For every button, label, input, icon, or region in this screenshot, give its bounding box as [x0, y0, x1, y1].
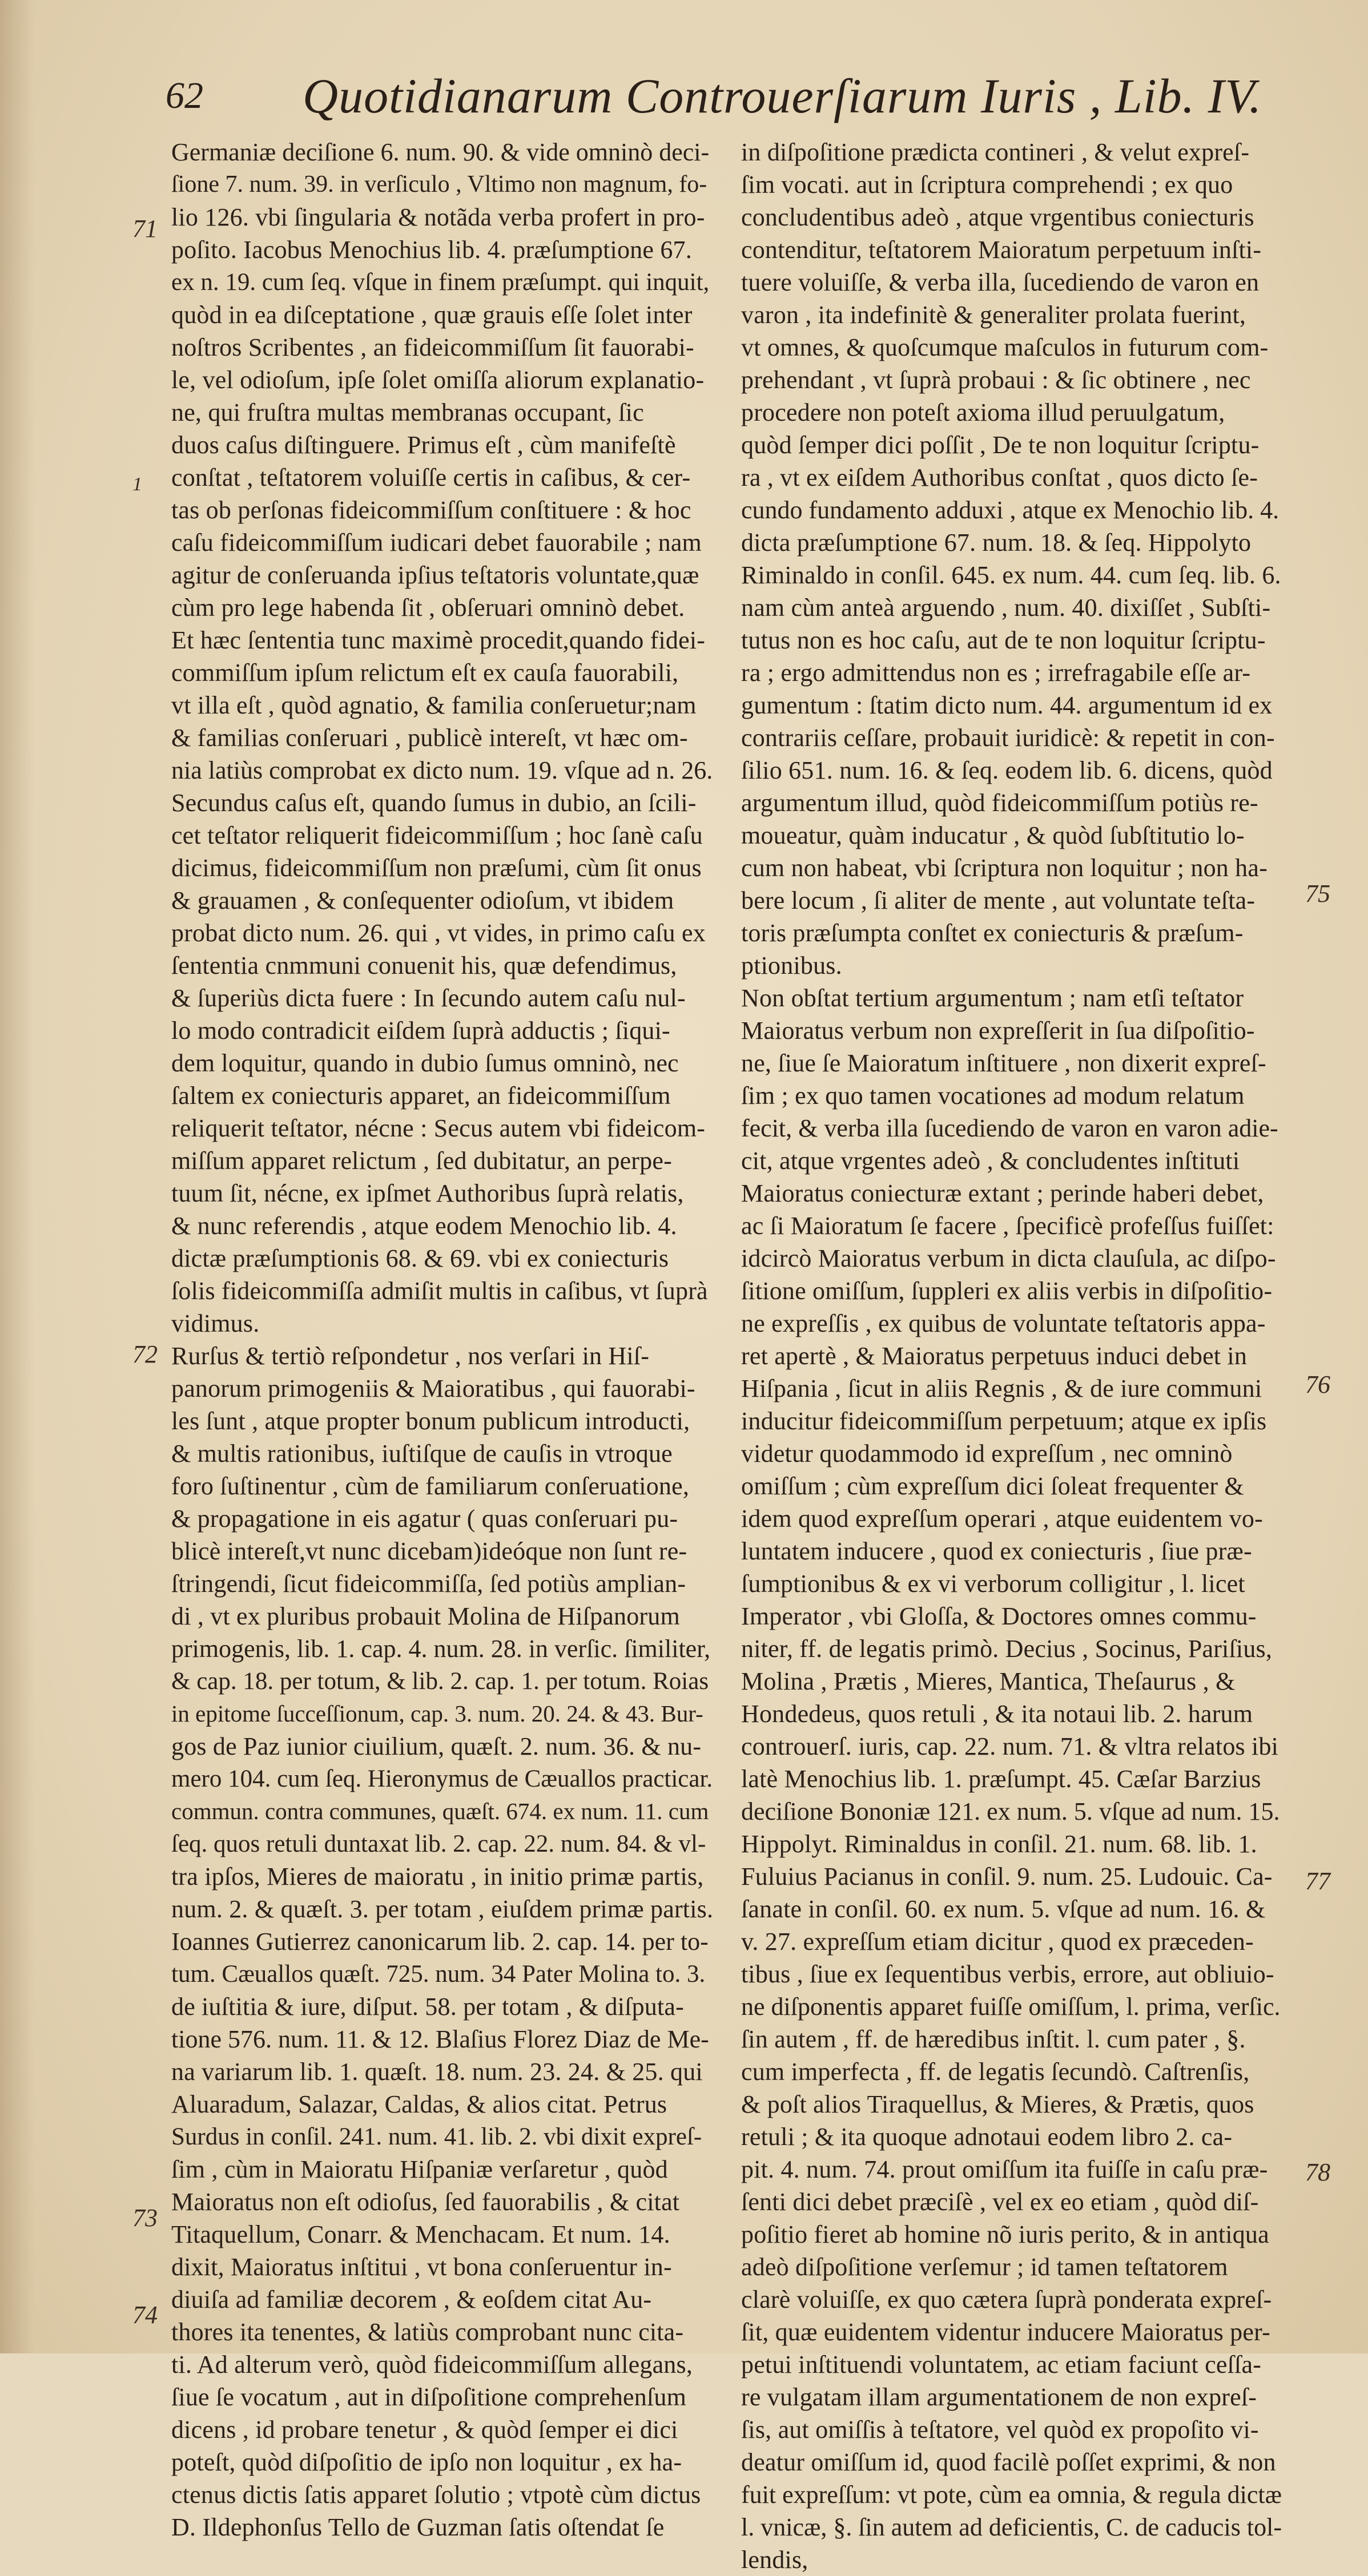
text-line: ſim ; ex quo tamen vocationes ad modum relatum	[741, 1082, 1245, 1110]
text-line: tibus , ſiue ex ſequentibus verbis, errore, aut obliuio-	[741, 1960, 1274, 1988]
text-line: reliquerit teſtator, nécne : Secus autem vbi fideicom-	[171, 1114, 706, 1142]
text-line: cet teſtator reliquerit fideicommiſſum ; hoc ſanè caſu	[171, 821, 703, 849]
text-line: dixit, Maioratus inſtitui , vt bona conſeruentur in-	[171, 2253, 672, 2281]
text-line: prehendant , vt ſuprà probaui : & ſic obtinere , nec	[741, 366, 1251, 394]
text-line: lendis,	[741, 2546, 808, 2574]
text-line: D. Ildephonſus Tello de Guzman ſatis oſtendat ſe	[171, 2513, 665, 2541]
text-line: luntatem inducere , quod ex coniecturis , ſiue præ-	[741, 1537, 1252, 1565]
text-line: re vulgatam illam argumentationem de non expreſ-	[741, 2383, 1257, 2411]
text-line: Titaquellum, Conarr. & Menchacam. Et num. 14.	[171, 2220, 670, 2248]
text-line: de iuſtitia & iure, diſput. 58. per totam , & diſputa-	[171, 1993, 684, 2021]
text-line: bere locum , ſi aliter de mente , aut voluntate teſta-	[741, 886, 1256, 914]
text-line: nam cùm anteà arguendo , num. 40. dixiſſet , Subſti-	[741, 594, 1271, 622]
text-line: tra ipſos, Mieres de maioratu , in initio primæ partis,	[171, 1863, 704, 1890]
text-line: ne, qui fruſtra multas membranas occupant, ſic	[171, 398, 644, 426]
text-line: ſolis fideicommiſſa admiſit multis in caſibus, vt ſuprà	[171, 1277, 708, 1305]
text-line: adeò diſpoſitione verſemur ; id tamen teſtatorem	[741, 2253, 1228, 2281]
text-line: inducitur fideicommiſſum perpetuum; atque ex ipſis	[741, 1407, 1267, 1435]
margin-number: 73	[132, 2204, 158, 2232]
text-line: & propagatione in eis agatur ( quas conſeruari pu-	[171, 1505, 678, 1533]
text-line: ſtringendi, ſicut fideicommiſſa, ſed potiùs amplian-	[171, 1570, 686, 1598]
text-line: ctenus dictis ſatis apparet ſolutio ; vtpotè cùm dictus	[171, 2481, 701, 2509]
text-line: poteſt, quòd diſpoſitio de ipſo non loquitur , ex ha-	[171, 2448, 682, 2476]
text-line: Hippolyt. Riminaldus in conſil. 21. num. 68. lib. 1.	[741, 1830, 1257, 1858]
text-line: agitur de conſeruanda ipſius teſtatoris voluntate,quæ	[171, 561, 699, 589]
text-line: dicimus, fideicommiſſum non præſumi, cùm ſit onus	[171, 854, 702, 882]
text-line: ſumptionibus & ex vi verborum colligitur , l. licet	[741, 1570, 1245, 1598]
text-line: ſilio 651. num. 16. & ſeq. eodem lib. 6. dicens, quòd	[741, 756, 1273, 784]
text-line: primogenis, lib. 1. cap. 4. num. 28. in verſic. ſimiliter,	[171, 1635, 711, 1663]
margin-number: 78	[1305, 2158, 1330, 2186]
margin-number: 77	[1305, 1867, 1330, 1895]
text-line: Rurſus & tertiò reſpondetur , nos verſari in Hiſ-	[171, 1342, 650, 1370]
text-line: tas ob perſonas fideicommiſſum conſtituere : & hoc	[171, 496, 691, 524]
text-line: Hondedeus, quos retuli , & ita notaui lib. 2. harum	[741, 1700, 1253, 1728]
text-line: vt illa eſt , quòd agnatio, & familia conſeruetur;nam	[171, 691, 697, 719]
text-line: ſitione omiſſum, ſuppleri ex aliis verbis in diſpoſitio-	[741, 1277, 1273, 1305]
text-line: Molina , Prætis , Mieres, Mantica, Theſaurus , &	[741, 1667, 1236, 1695]
text-line: tutus non es hoc caſu, aut de te non loquitur ſcriptu-	[741, 626, 1266, 654]
text-line: idem quod expreſſum operari , atque euidentem vo-	[741, 1505, 1263, 1533]
text-line: argumentum illud, quòd fideicommiſſum potiùs re-	[741, 789, 1258, 817]
text-line: num. 2. & quæſt. 3. per totam , eiuſdem primæ partis.	[171, 1895, 714, 1923]
text-line: Et hæc ſententia tunc maximè procedit,quando fidei-	[171, 626, 706, 654]
text-line: & cap. 18. per totum, & lib. 2. cap. 1. per totum. Roias	[171, 1668, 709, 1695]
text-line: Secundus caſus eſt, quando ſumus in dubio, an ſcili-	[171, 789, 697, 817]
text-line: foro ſuſtinentur , cùm de familiarum conſeruatione,	[171, 1472, 690, 1500]
text-line: ra ; ergo admittendus non es ; irrefragabile eſſe ar-	[741, 659, 1251, 687]
text-line: dictæ præſumptionis 68. & 69. vbi ex coniecturis	[171, 1244, 669, 1272]
text-line: idcircò Maioratus verbum in dicta clauſula, ac diſpo-	[741, 1244, 1276, 1272]
text-line: pit. 4. num. 74. prout omiſſum ita fuiſſe in caſu præ-	[741, 2155, 1268, 2183]
text-line: nia latiùs comprobat ex dicto num. 19. vſque ad n. 26.	[171, 756, 713, 784]
text-line: Non obſtat tertium argumentum ; nam etſi teſtator	[741, 984, 1244, 1012]
text-line: miſſum apparet relictum , ſed dubitatur, an perpe-	[171, 1147, 672, 1175]
text-line: le, vel odioſum, ipſe ſolet omiſſa aliorum explanatio-	[171, 366, 705, 394]
text-line: Imperator , vbi Gloſſa, & Doctores omnes commu-	[741, 1602, 1257, 1630]
text-line: dem loquitur, quando in dubio ſumus omninò, nec	[171, 1049, 679, 1077]
text-line: cum non habeat, vbi ſcriptura non loquitur ; non ha-	[741, 854, 1268, 882]
text-line: ac ſi Maioratum ſe facere , ſpecificè profeſſus fuiſſet:	[741, 1212, 1274, 1240]
text-line: commiſſum ipſum relictum eſt ex cauſa fauorabili,	[171, 659, 679, 687]
text-line: & multis rationibus, iuſtiſque de cauſis in vtroque	[171, 1440, 673, 1468]
text-line: moueatur, quàm inducatur , & quòd ſubſtitutio lo-	[741, 821, 1245, 849]
text-line: videtur quodammodo id expreſſum , nec omninò	[741, 1440, 1233, 1468]
text-line: ne expreſſis , ex quibus de voluntate teſtatoris appa-	[741, 1309, 1266, 1337]
page-header	[166, 67, 1262, 130]
text-line: Ioannes Gutierrez canonicarum lib. 2. cap. 14. per to-	[171, 1928, 709, 1956]
text-line: tione 576. num. 11. & 12. Blaſius Florez Diaz de Me-	[171, 2025, 709, 2053]
text-line: ſanate in conſil. 60. ex num. 5. vſque ad num. 16. &	[741, 1895, 1266, 1923]
text-line: ne, ſiue ſe Maioratum inſtituere , non dixerit expreſ-	[741, 1049, 1266, 1077]
text-line: ſiue ſe vocatum , aut in diſpoſitione comprehenſum	[171, 2383, 687, 2411]
text-line: lo modo contradicit eiſdem ſuprà adductis ; ſiqui-	[171, 1017, 670, 1045]
text-line: ſenti dici debet præciſè , vel ex eo etiam , quòd diſ-	[741, 2188, 1259, 2216]
text-line: deatur omiſſum id, quod facilè poſſet exprimi, & non	[741, 2448, 1276, 2476]
text-line: ſententia cnmmuni conuenit his, quæ defendimus,	[171, 952, 677, 979]
text-line: clarè voluiſſe, ex quo cætera ſuprà ponderata expreſ-	[741, 2285, 1272, 2313]
text-line: probat dicto num. 26. qui , vt vides, in primo caſu ex	[171, 919, 706, 947]
text-line: ne diſponentis apparet fuiſſe omiſſum, l. prima, verſic.	[741, 1993, 1281, 2021]
text-line: cit, atque vrgentes adeò , & concludentes inſtituti	[741, 1147, 1240, 1175]
text-line: ti. Ad alterum verò, quòd fideicommiſſum allegans,	[171, 2351, 693, 2379]
text-line: blicè intereſt,vt nunc dicebam)ideóque non ſunt re-	[171, 1537, 687, 1565]
text-line: ſaltem ex coniecturis apparet, an fideicommiſſum	[171, 1082, 671, 1110]
text-line: contenditur, teſtatorem Maioratum perpetuum inſti-	[741, 236, 1262, 264]
text-line: Fuluius Pacianus in conſil. 9. num. 25. Ludouic. Ca-	[741, 1863, 1273, 1890]
text-line: vidimus.	[171, 1309, 260, 1337]
text-line: poſito. Iacobus Menochius lib. 4. præſumptione 67.	[171, 236, 692, 264]
text-line: Maioratus coniecturæ extant ; perinde haberi debet,	[741, 1179, 1264, 1207]
page-number: 62	[166, 75, 203, 116]
text-line: vt omnes, & quoſcumque maſculos in futurum com-	[741, 333, 1269, 361]
text-line: noſtros Scribentes , an fideicommiſſum ſit fauorabi-	[171, 333, 694, 361]
running-title: Quotidianarum Controuerſiarum Iuris , Lib. IV.	[303, 68, 1262, 123]
text-line: Maioratus non eſt odioſus, ſed fauorabilis , & citat	[171, 2188, 680, 2216]
text-line: conſtat , teſtatorem voluiſſe certis in caſibus, & cer-	[171, 463, 691, 491]
text-line: fuit expreſſum: vt pote, cùm ea omnia, & regula dictæ	[741, 2481, 1282, 2509]
margin-number: 75	[1305, 880, 1330, 908]
text-line: poſitio fieret ab homine nõ iuris perito, & in antiqua	[741, 2220, 1269, 2248]
text-line: v. 27. expreſſum etiam dicitur , quod ex præceden-	[741, 1928, 1254, 1956]
page-fold-shadow	[0, 0, 34, 2353]
text-line: ſit, quæ euidentem videntur inducere Maioratus per-	[741, 2318, 1270, 2346]
text-line: ſim vocati. aut in ſcriptura comprehendi ; ex quo	[741, 171, 1233, 199]
text-line: ſis, aut omiſſis à teſtatore, vel quòd ex propoſito vi-	[741, 2416, 1259, 2444]
text-line: ſione 7. num. 39. in verſiculo , Vltimo non magnum, fo-	[171, 171, 707, 197]
text-line: cundo fundamento adduxi , atque ex Menochio lib. 4.	[741, 496, 1280, 524]
text-line: petui inſtituendi voluntatem, ac etiam faciunt ceſſa-	[741, 2351, 1262, 2379]
margin-number: 74	[132, 2301, 158, 2329]
text-line: ra , vt ex eiſdem Authoribus conſtat , quos dicto ſe-	[741, 463, 1258, 491]
text-line: tum. Cæuallos quæſt. 725. num. 34 Pater Molina to. 3.	[171, 1961, 706, 1988]
text-line: & ſuperiùs dicta fuere : In ſecundo autem caſu nul-	[171, 984, 686, 1012]
left-text-column	[171, 136, 714, 2543]
text-line: les ſunt , atque propter bonum publicum introducti,	[171, 1407, 690, 1435]
text-line: ſin autem , ff. de hæredibus inſtit. l. cum pater , §.	[741, 2025, 1246, 2053]
text-line: ret apertè , & Maioratus perpetuus induci debet in	[741, 1342, 1248, 1370]
text-line: lio 126. vbi ſingularia & notãda verba profert in pro-	[171, 203, 705, 231]
text-line: panorum primogeniis & Maioratibus , qui fauorabi-	[171, 1374, 695, 1402]
text-line: caſu fideicommiſſum iudicari debet fauorabile ; nam	[171, 529, 702, 557]
text-line: Surdus in conſil. 241. num. 41. lib. 2. vbi dixit expreſ-	[171, 2123, 702, 2150]
text-line: varon , ita indefinitè & generaliter prolata fuerint,	[741, 301, 1246, 329]
text-line: diuiſa ad familiæ decorem , & eoſdem citat Au-	[171, 2285, 652, 2313]
text-line: cùm pro lege habenda ſit , obſeruari omninò debet.	[171, 594, 685, 622]
text-line: ex n. 19. cum ſeq. vſque in finem præſumpt. qui inquit,	[171, 269, 710, 296]
text-line: controuerſ. iuris, cap. 22. num. 71. & vltra relatos ibi	[741, 1732, 1279, 1760]
text-line: retuli ; & ita quoque adnotaui eodem libro 2. ca-	[741, 2123, 1233, 2151]
text-line: ſeq. quos retuli duntaxat lib. 2. cap. 22. num. 84. & vl-	[171, 1831, 706, 1857]
text-line: gumentum : ſtatim dicto num. 44. argumentum id ex	[741, 691, 1273, 719]
text-line: Germaniæ deciſione 6. num. 90. & vide omninò deci-	[171, 138, 710, 166]
text-line: mero 104. cum ſeq. Hieronymus de Cæuallos practicar.	[171, 1765, 713, 1792]
text-line: ptionibus.	[741, 952, 842, 979]
text-line: Riminaldo in conſil. 645. ex num. 44. cum ſeq. lib. 6.	[741, 561, 1281, 589]
text-line: dicta præſumptione 67. num. 18. & ſeq. Hippolyto	[741, 529, 1252, 557]
margin-number: 76	[1305, 1370, 1330, 1398]
text-line: in epitome ſucceſſionum, cap. 3. num. 20. 24. & 43. Bur-	[171, 1700, 703, 1727]
text-line: duos caſus diſtinguere. Primus eſt , cùm manifeſtè	[171, 431, 676, 459]
text-line: concludentibus adeò , atque vrgentibus coniecturis	[741, 203, 1254, 231]
text-line: omiſſum ; cùm expreſſum dici ſoleat frequenter &	[741, 1472, 1244, 1500]
text-line: & poſt alios Tiraquellus, & Mieres, & Prætis, quos	[741, 2090, 1254, 2118]
text-line: latè Menochius lib. 1. præſumpt. 45. Cæſar Barzius	[741, 1765, 1261, 1793]
text-line: Aluaradum, Salazar, Caldas, & alios citat. Petrus	[171, 2090, 667, 2118]
margin-number: 72	[132, 1340, 158, 1368]
text-line: & familias conſeruari , publicè intereſt, vt hæc om-	[171, 724, 688, 752]
text-line: di , vt ex pluribus probauit Molina de Hiſpanorum	[171, 1602, 680, 1630]
text-line: Hiſpania , ſicut in aliis Regnis , & de iure communi	[741, 1374, 1262, 1402]
text-line: l. vnicæ, §. ſin autem ad deficientis, C. de caducis tol-	[741, 2513, 1282, 2541]
text-line: commun. contra communes, quæſt. 674. ex num. 11. cum	[171, 1798, 709, 1824]
text-line: toris præſumpta conſtet ex coniecturis & præſum-	[741, 919, 1244, 947]
text-line: tuere voluiſſe, & verba illa, ſucediendo de varon en	[741, 268, 1260, 296]
right-text-column	[741, 136, 1283, 2576]
text-line: thores ita tenentes, & latiùs comprobant nunc cita-	[171, 2318, 684, 2346]
text-line: & nunc referendis , atque eodem Menochio lib. 4.	[171, 1212, 677, 1240]
text-line: quòd in ea diſceptatione , quæ grauis eſſe ſolet inter	[171, 301, 693, 329]
text-line: cum imperfecta , ff. de legatis ſecundò. Caſtrenſis,	[741, 2058, 1250, 2086]
text-line: procedere non poteſt axioma illud peruulgatum,	[741, 398, 1225, 426]
text-line: fecit, & verba illa ſucediendo de varon en varon adie-	[741, 1114, 1278, 1142]
margin-number: 71	[132, 215, 158, 243]
text-line: deciſione Bononiæ 121. ex num. 5. vſque ad num. 15.	[741, 1797, 1280, 1825]
text-line: in diſpoſitione prædicta contineri , & velut expreſ-	[741, 138, 1250, 166]
margin-number: 1	[132, 474, 142, 495]
text-line: na variarum lib. 1. quæſt. 18. num. 23. 24. & 25. qui	[171, 2058, 703, 2086]
text-line: ſim , cùm in Maioratu Hiſpaniæ verſaretur , quòd	[171, 2155, 668, 2183]
text-line: dicens , id probare tenetur , & quòd ſemper ei dici	[171, 2416, 678, 2444]
text-line: niter, ff. de legatis primò. Decius , Socinus, Pariſius,	[741, 1635, 1273, 1663]
text-line: quòd ſemper dici poſſit , De te non loquitur ſcriptu-	[741, 431, 1260, 459]
text-line: tuum ſit, nécne, ex ipſmet Authoribus ſuprà relatis,	[171, 1179, 684, 1207]
text-line: & grauamen , & conſequenter odioſum, vt ibidem	[171, 886, 674, 914]
text-line: contrariis ceſſare, probauit iuridicè: & repetit in con-	[741, 724, 1275, 752]
text-line: gos de Paz iunior ciuilium, quæſt. 2. num. 36. & nu-	[171, 1732, 702, 1760]
text-line: Maioratus verbum non expreſſerit in ſua diſpoſitio-	[741, 1017, 1255, 1045]
